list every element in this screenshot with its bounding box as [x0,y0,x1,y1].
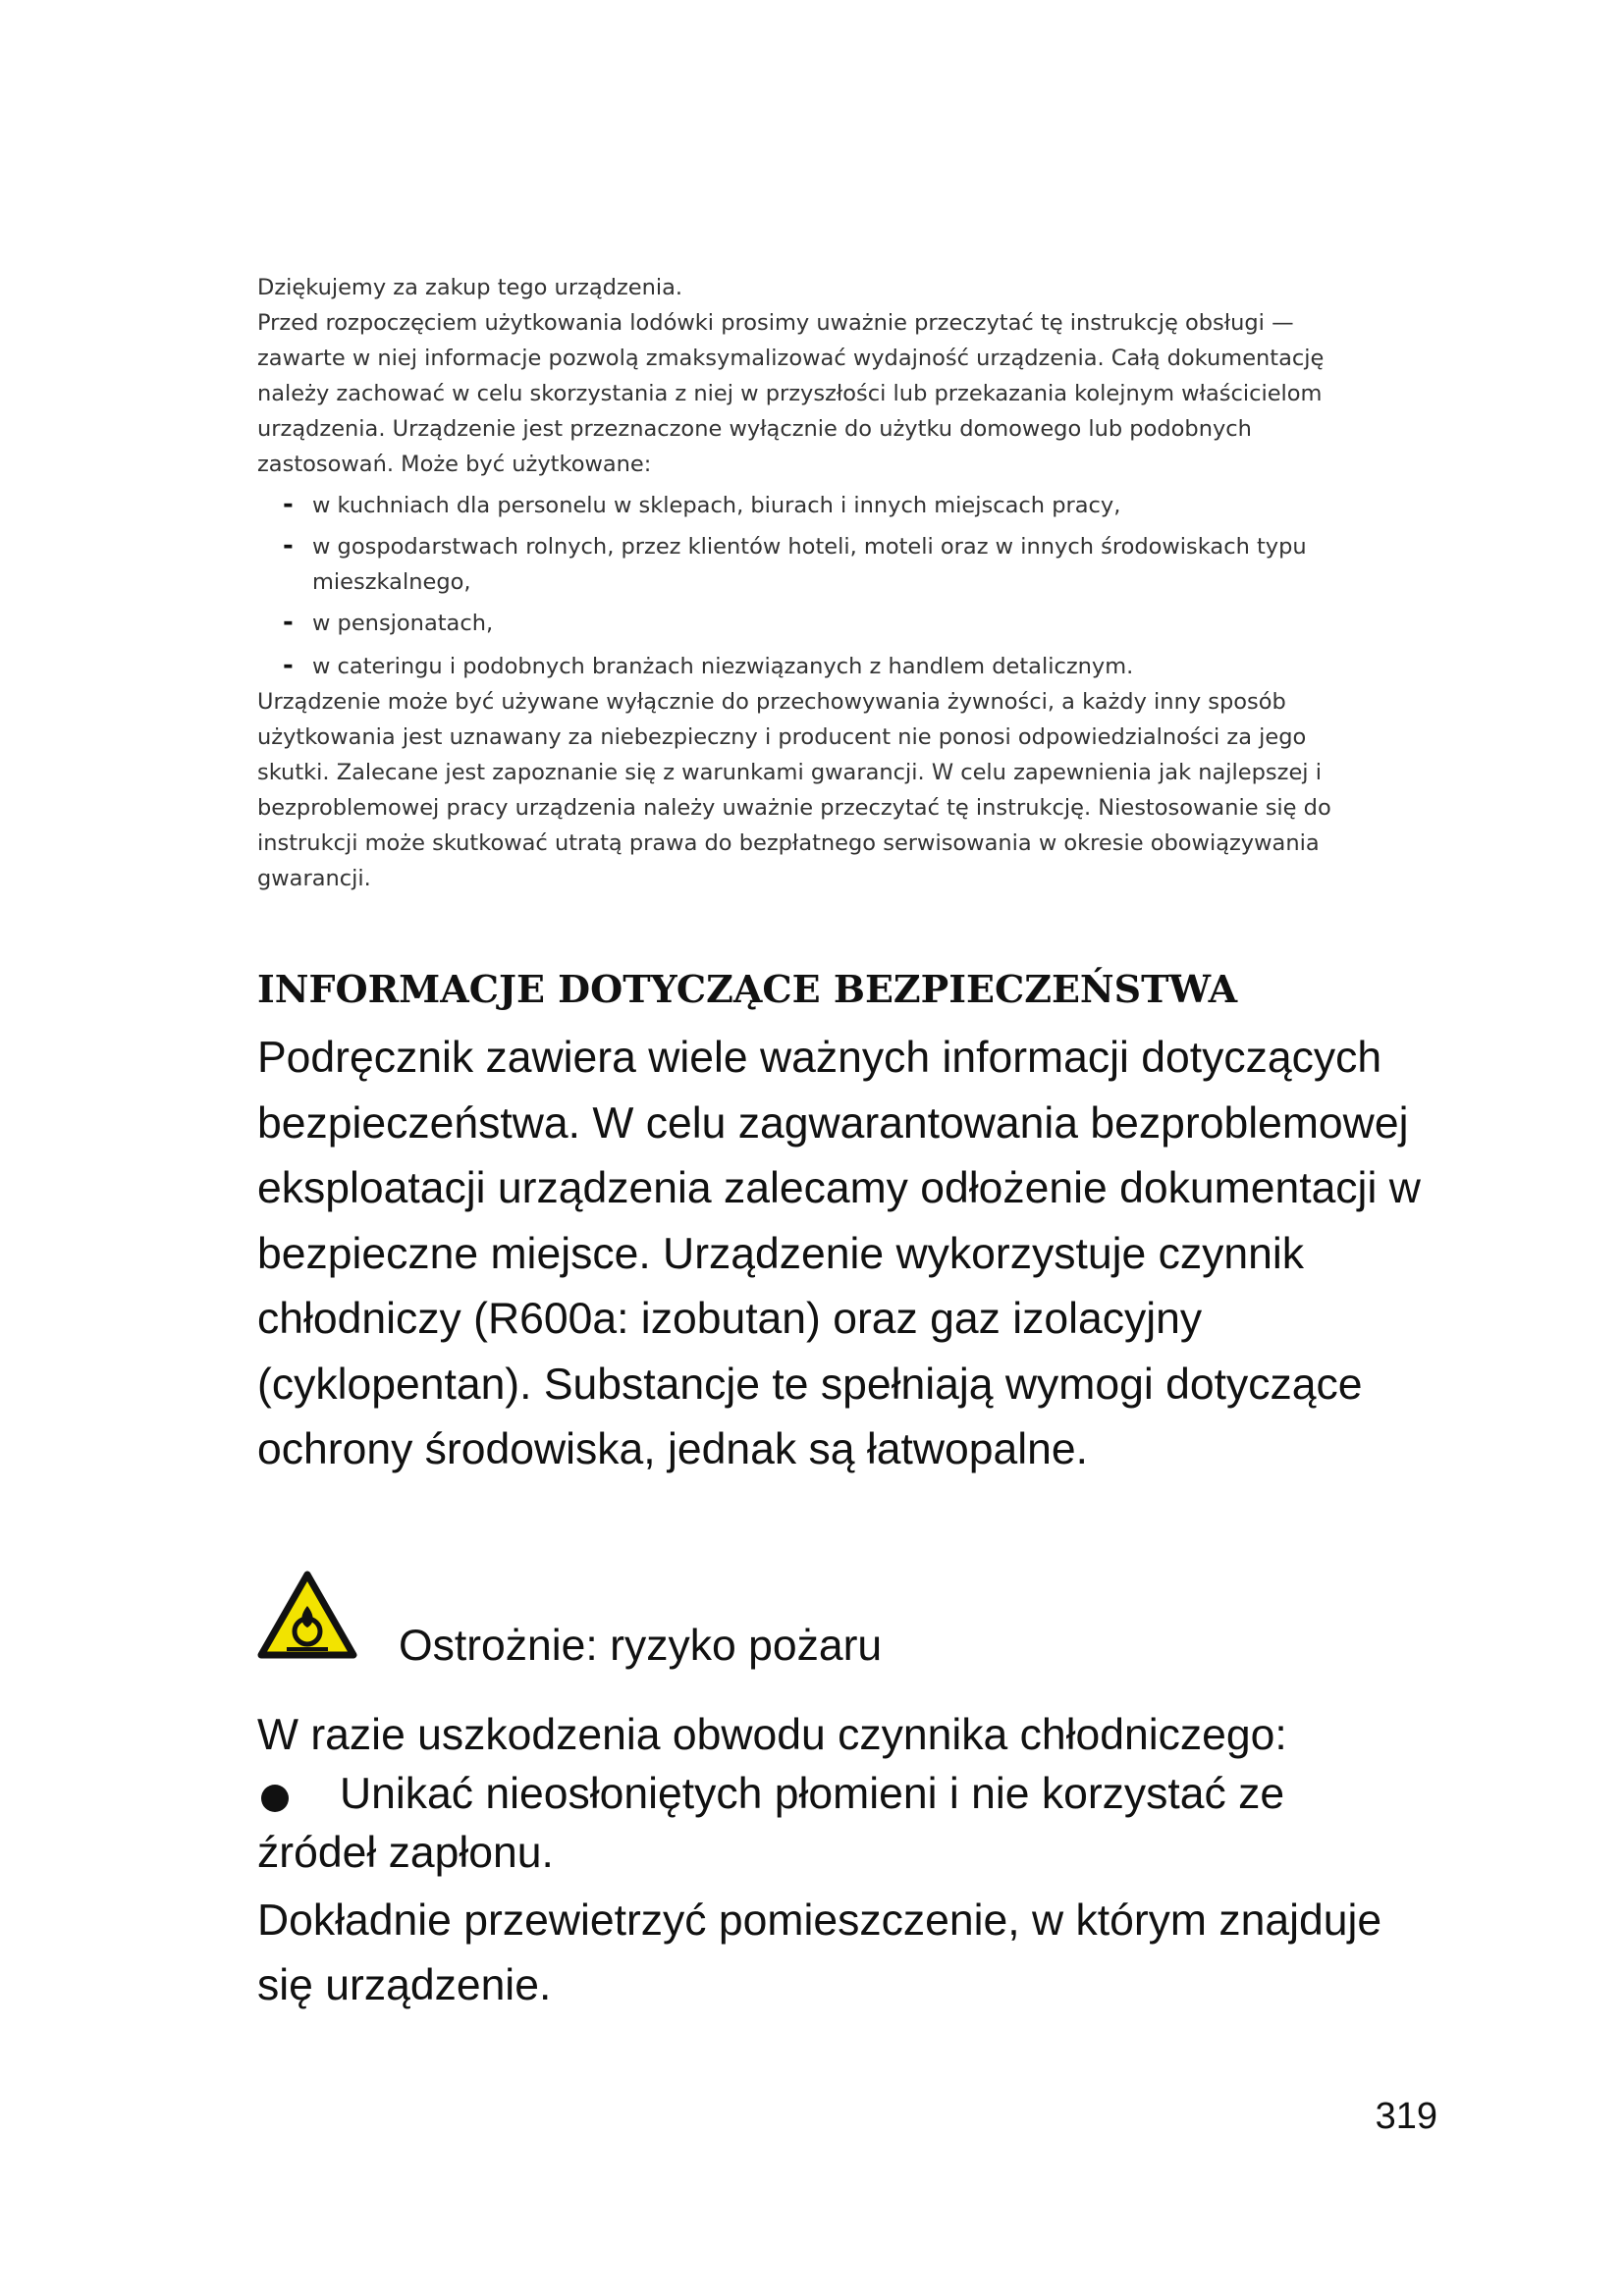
safety-heading: INFORMACJE DOTYCZĄCE BEZPIECZEŃSTWA [257,967,1238,1011]
damage-bullet-continuation: źródeł zapłonu. [257,1829,554,1877]
list-item: - w cateringu i podobnych branżach niezwiązanych z handlem detalicznym. [277,649,1347,684]
usage-list [257,488,1347,684]
damage-intro: W razie uszkodzenia obwodu czynnika chłodniczego: [257,1711,1287,1759]
flammable-warning-icon [257,1571,357,1659]
bullet-dot-icon [261,1785,289,1812]
list-item: - w kuchniach dla personelu w sklepach, biurach i innych miejscach pracy, [277,488,1347,523]
damage-bullet [257,1765,1435,1824]
damage-section [257,1706,1435,2018]
list-item: - w gospodarstwach rolnych, przez klientów hoteli, moteli oraz w innych środowiskach typu mieszkalnego, [277,529,1347,600]
warning-text: Ostrożnie: ryzyko pożaru [399,1622,883,1670]
intro-paragraph: Przed rozpoczęciem użytkowania lodówki prosimy uważnie przeczytać tę instrukcję obsługi — zawarte w niej informacje pozwolą zmaksymalizować wydajność urządzenia. Całą dokumentację należy zachować w celu skorzystania z niej w przyszłości lub przekazania kolejnym właścicielom urządzenia. Urządzenie jest przeznaczone wyłącznie do użytku domowego lub podobnych zastosowań. Może być użytkowane: [257,310,1325,477]
list-item: - w pensjonatach, [277,606,1347,641]
fire-warning [257,1571,1435,1669]
damage-bullet-text: Unikać nieosłoniętych płomieni i nie korzystać ze [340,1770,1285,1818]
page-number: 319 [1375,2096,1437,2137]
closing-paragraph: Urządzenie może być używane wyłącznie do przechowywania żywności, a każdy inny sposób użytkowania jest uznawany za niebezpieczny i producent nie ponosi odpowiedzialności za jego skutki. Zalecane jest zapoznanie się z warunkami gwarancji. W celu zapewnienia jak najlepszej i bezproblemowej pracy urządzenia należy uważnie przeczytać tę instrukcję. Niestosowanie się do instrukcji może skutkować utratą prawa do bezpłatnego serwisowania w okresie obowiązywania gwarancji. [257,689,1331,891]
intro-section [257,270,1347,896]
thank-you-line: Dziękujemy za zakup tego urządzenia. [257,275,683,300]
damage-final: Dokładnie przewietrzyć pomieszczenie, w którym znajduje się urządzenie. [257,1896,1382,2009]
safety-body: Podręcznik zawiera wiele ważnych informacji dotyczących bezpieczeństwa. W celu zagwarantowania bezproblemowej eksploatacji urządzenia zalecamy odłożenie dokumentacji w bezpieczne miejsce. Urządzenie wykorzystuje czynnik chłodniczy (R600a: izobutan) oraz gaz izolacyjny (cyklopentan). Substancje te spełniają wymogi dotyczące ochrony środowiska, jednak są łatwopalne. [257,1034,1421,1473]
